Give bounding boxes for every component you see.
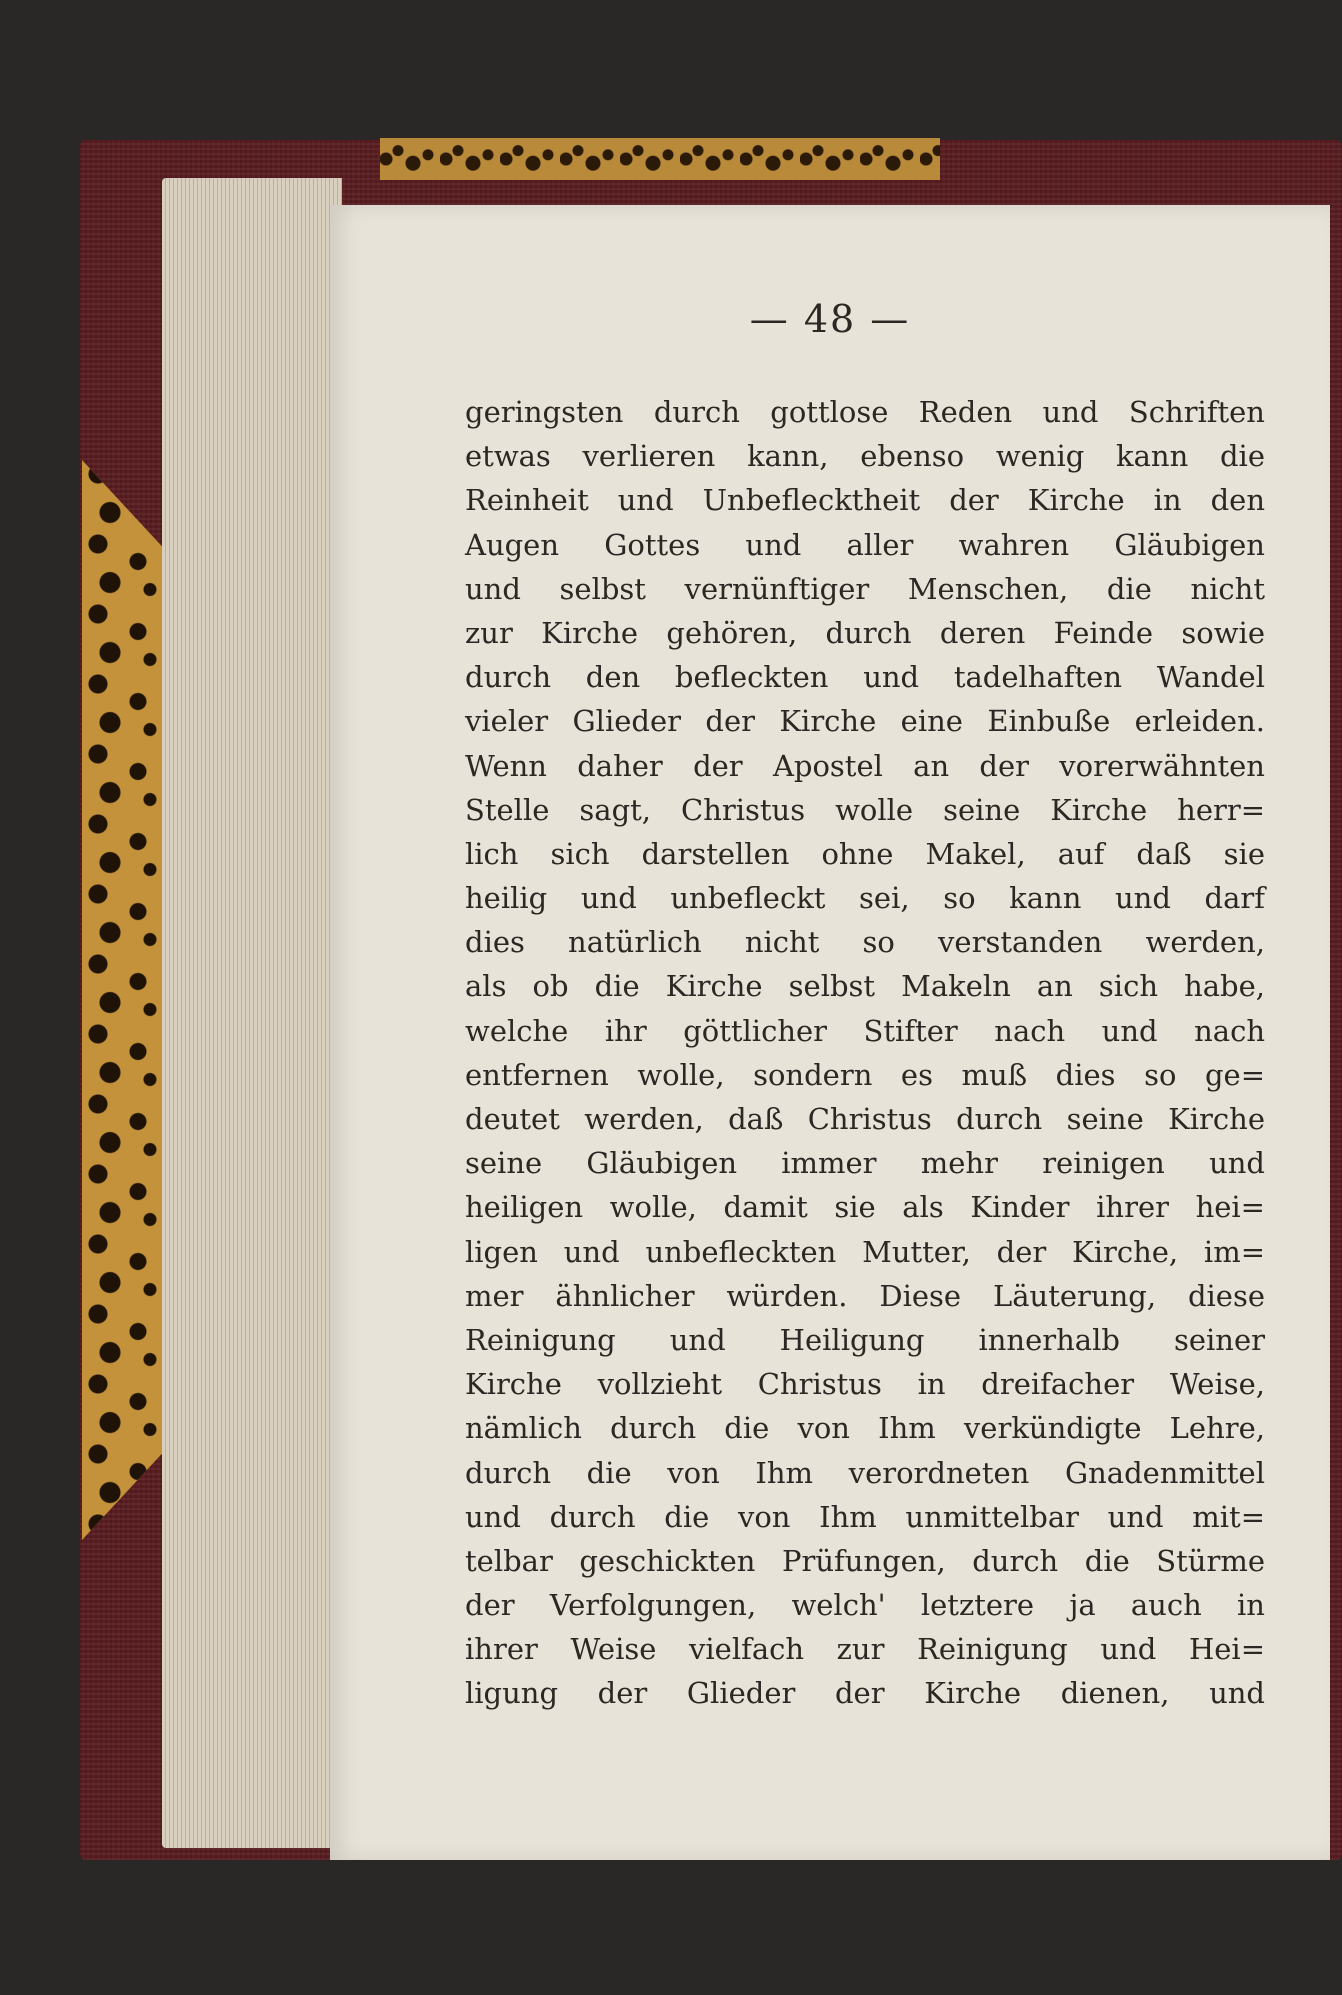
text-line: der Verfolgungen, welch' letztere ja auch in: [465, 1588, 1265, 1623]
text-line: und durch die von Ihm unmittelbar und mit=: [465, 1499, 1265, 1534]
text-line: zur Kirche gehören, durch deren Feinde sowie: [465, 615, 1265, 650]
text-line: ihrer Weise vielfach zur Reinigung und Hei=: [465, 1632, 1265, 1667]
text-line: Kirche vollzieht Christus in dreifacher Weise,: [465, 1367, 1265, 1402]
text-line: lich sich darstellen ohne Makel, auf daß sie: [465, 836, 1265, 871]
text-line: Stelle sagt, Christus wolle seine Kirche herr=: [465, 792, 1265, 827]
text-line: welche ihr göttlicher Stifter nach und nach: [465, 1013, 1265, 1048]
text-line: heilig und unbefleckt sei, so kann und darf: [465, 881, 1265, 916]
text-line: Reinigung und Heiligung innerhalb seiner: [465, 1322, 1265, 1357]
text-line: nämlich durch die von Ihm verkündigte Lehre,: [465, 1411, 1265, 1446]
text-line: und selbst vernünftiger Menschen, die nicht: [465, 571, 1265, 606]
text-line: Wenn daher der Apostel an der vorerwähnten: [465, 748, 1265, 783]
text-line: vieler Glieder der Kirche eine Einbuße erleiden.: [465, 704, 1265, 739]
text-line: etwas verlieren kann, ebenso wenig kann die: [465, 439, 1265, 474]
text-line: deutet werden, daß Christus durch seine Kirche: [465, 1102, 1265, 1136]
page-block-edges: [162, 178, 342, 1848]
text-line: ligung der Glieder der Kirche dienen, und: [465, 1676, 1265, 1711]
page-number: — 48 —: [749, 297, 911, 341]
text-line: durch die von Ihm verordneten Gnadenmittel: [465, 1455, 1265, 1490]
text-line: dies natürlich nicht so verstanden werden,: [465, 925, 1265, 960]
text-line: seine Gläubigen immer mehr reinigen und: [465, 1146, 1265, 1181]
text-line: heiligen wolle, damit sie als Kinder ihrer hei=: [465, 1190, 1265, 1225]
text-line: Reinheit und Unbeflecktheit der Kirche in den: [465, 483, 1265, 518]
text-line: mer ähnlicher würden. Diese Läuterung, diese: [465, 1278, 1265, 1313]
marbled-endpaper-top: [380, 138, 940, 180]
body-text: [465, 390, 1265, 1716]
text-line: durch den befleckten und tadelhaften Wandel: [465, 660, 1265, 695]
text-line: ligen und unbefleckten Mutter, der Kirche, im=: [465, 1234, 1265, 1269]
text-line: Augen Gottes und aller wahren Gläubigen: [465, 527, 1265, 562]
text-line: telbar geschickten Prüfungen, durch die Stürme: [465, 1543, 1265, 1578]
text-line: geringsten durch gottlose Reden und Schriften: [465, 395, 1265, 429]
marbled-spine-panel: [82, 460, 162, 1540]
text-line: als ob die Kirche selbst Makeln an sich habe,: [465, 969, 1265, 1004]
book-page: [330, 205, 1330, 1860]
text-line: entfernen wolle, sondern es muß dies so ge=: [465, 1057, 1265, 1092]
